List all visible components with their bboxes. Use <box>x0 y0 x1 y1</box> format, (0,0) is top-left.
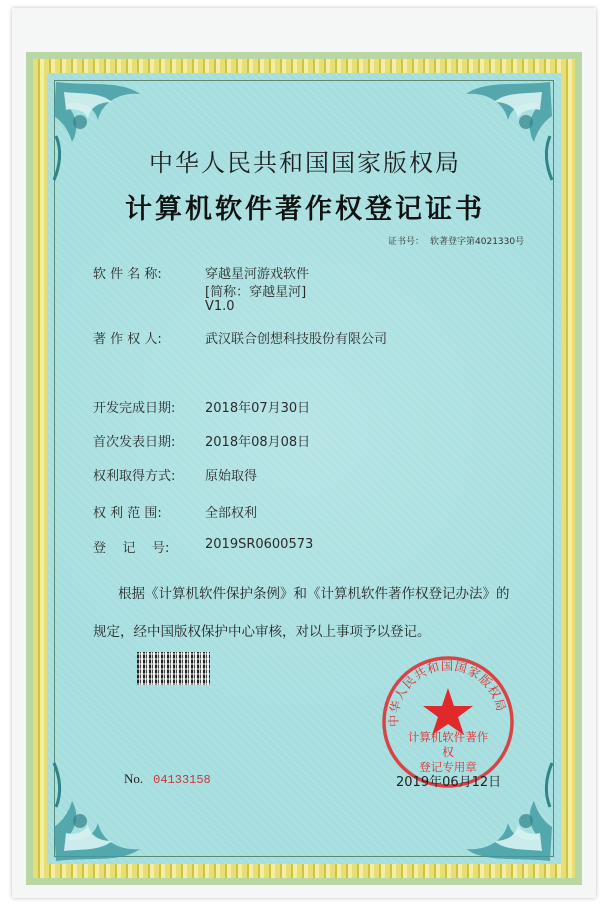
certificate-title: 计算机软件著作权登记证书 <box>125 194 485 225</box>
scope-row <box>0 502 610 520</box>
seal-ring-text: 中华人民共和国国家版权局 <box>386 658 509 727</box>
software-name-value: 穿越星河游戏软件 <box>205 267 310 282</box>
scope-label: 权 利 范 围: <box>93 506 162 521</box>
seal-center-text <box>407 730 489 775</box>
certificate-number-label: 证书号： <box>388 237 425 247</box>
issue-date: 2019年06月12日 <box>396 775 502 790</box>
pub-date-value: 2018年08月08日 <box>205 435 311 450</box>
software-version: V1.0 <box>205 299 235 314</box>
serial-number <box>124 771 211 787</box>
registration-label: 登 记 号: <box>93 541 170 556</box>
owner-row <box>0 328 610 346</box>
dev-date-value: 2018年07月30日 <box>205 401 311 416</box>
scope-value: 全部权利 <box>205 506 258 521</box>
serial-value: 04133158 <box>153 773 211 787</box>
registration-number: 2019SR0600573 <box>205 537 314 552</box>
owner-label: 著 作 权 人: <box>93 332 162 347</box>
pub-date-label: 首次发表日期: <box>93 435 176 450</box>
certificate-number <box>388 234 524 247</box>
body-line-1: 根据《计算机软件保护条例》和《计算机软件著作权登记办法》的 <box>118 586 510 602</box>
issuer-title: 中华人民共和国国家版权局 <box>149 149 461 177</box>
pub-date-row <box>0 431 610 449</box>
body-line-2: 规定，经中国版权保护中心审核，对以上事项予以登记。 <box>93 624 431 640</box>
dev-date-label: 开发完成日期: <box>93 401 176 416</box>
owner-value: 武汉联合创想科技股份有限公司 <box>205 332 388 347</box>
software-name-row <box>0 263 610 281</box>
seal-center-line-2: 登记专用章 <box>419 760 477 774</box>
software-short-name: [简称：穿越星河] <box>205 285 307 300</box>
seal-center-line-1: 计算机软件著作权 <box>407 730 489 759</box>
serial-label: No. <box>124 771 144 786</box>
certificate-number-value: 软著登字第4021330号 <box>430 237 525 247</box>
acquire-row <box>0 465 610 483</box>
dev-date-row <box>0 397 610 415</box>
barcode-image <box>137 652 210 685</box>
acquire-value: 原始取得 <box>205 469 258 484</box>
registration-row <box>0 537 610 555</box>
software-name-label: 软 件 名 称: <box>93 267 162 282</box>
acquire-label: 权利取得方式: <box>93 469 176 484</box>
